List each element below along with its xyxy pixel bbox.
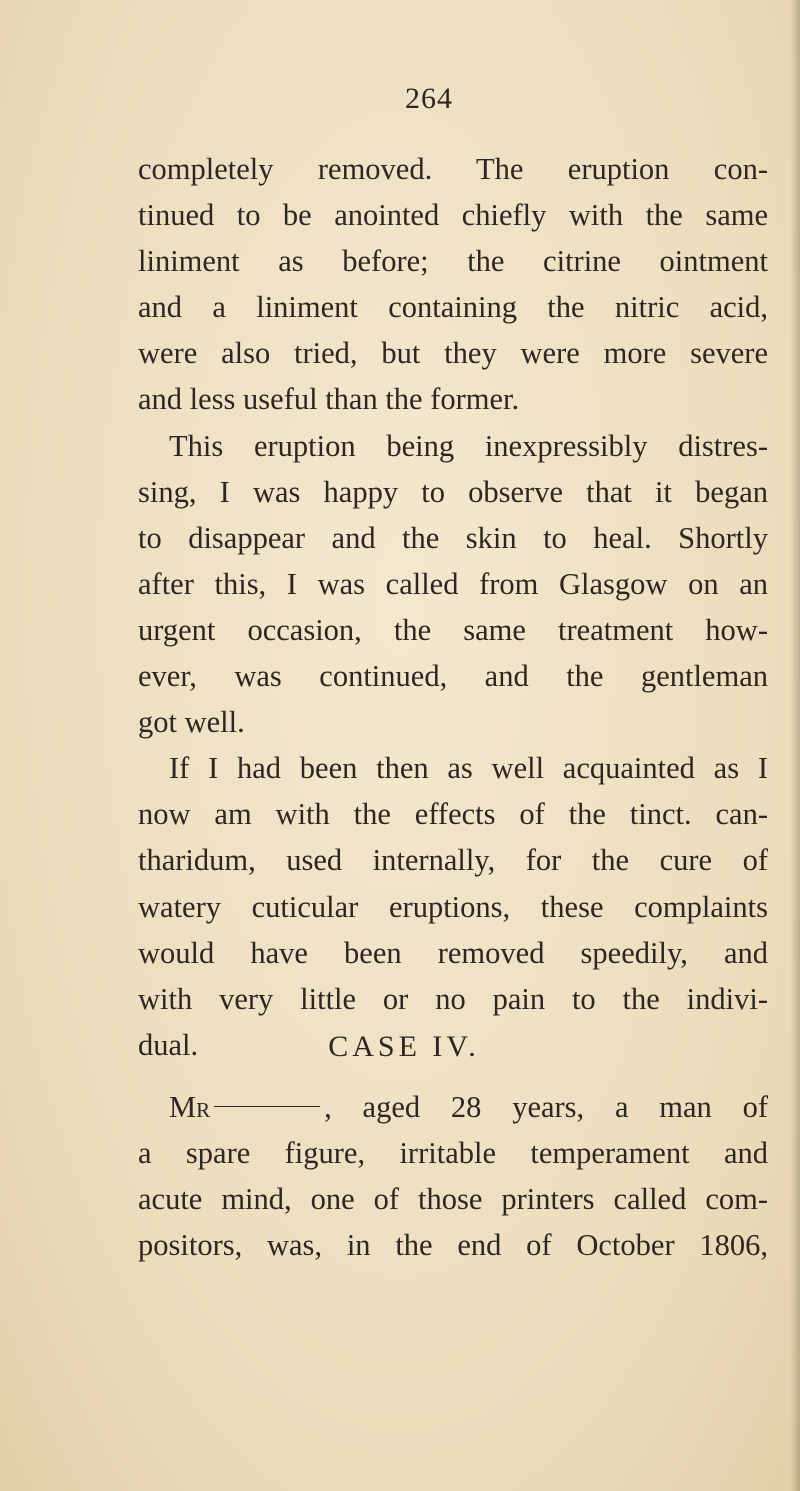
paragraph-2	[138, 423, 768, 746]
text-line	[138, 1084, 768, 1130]
text-line: a spare figure, irritable temperament and	[138, 1136, 768, 1171]
text-line: now am with the effects of the tinct. can-	[138, 797, 768, 832]
text-line: urgent occasion, the same treatment how-	[138, 612, 768, 647]
text-line: positors, was, in the end of October 1806,	[138, 1228, 768, 1263]
page-number: 264	[405, 82, 453, 115]
paragraph-3	[138, 745, 768, 1068]
text-line: If I had been then as well acquainted as I	[169, 751, 768, 786]
text-line: after this, I was called from Glasgow on an	[138, 566, 768, 601]
text-line: dual.	[138, 1027, 199, 1062]
paragraph-1	[138, 146, 768, 423]
text-line: were also tried, but they were more severe	[138, 336, 768, 371]
text-line: tharidum, used internally, for the cure of	[138, 843, 768, 878]
text-line: This eruption being inexpressibly distres-	[169, 428, 768, 463]
text-line: watery cuticular eruptions, these complaints	[138, 889, 768, 924]
page-edge-shadow	[790, 0, 800, 1491]
text-line: and a liniment containing the nitric acid,	[138, 290, 768, 325]
case-heading: CASE IV.	[328, 1030, 480, 1063]
text-line: tinued to be anointed chiefly with the same	[138, 198, 768, 233]
text-line: would have been removed speedily, and	[138, 935, 768, 970]
text-line: and less useful than the former.	[138, 382, 520, 417]
text-line: sing, I was happy to observe that it began	[138, 474, 768, 509]
text-line: acute mind, one of those printers called com-	[138, 1182, 768, 1217]
text-line: ever, was continued, and the gentleman	[138, 659, 768, 694]
text-line: got well.	[138, 705, 245, 740]
text-line: liniment as before; the citrine ointment	[138, 244, 768, 279]
name-redaction-dash	[214, 1106, 320, 1107]
text-line: completely removed. The eruption con-	[138, 152, 768, 186]
case-subject-title: Mr	[169, 1090, 211, 1124]
text-line: to disappear and the skin to heal. Shortly	[138, 520, 768, 555]
case-paragraph	[138, 1084, 768, 1268]
case-first-line-rest: , aged 28 years, a man of	[324, 1090, 768, 1124]
text-line: with very little or no pain to the indivi-	[138, 981, 768, 1016]
